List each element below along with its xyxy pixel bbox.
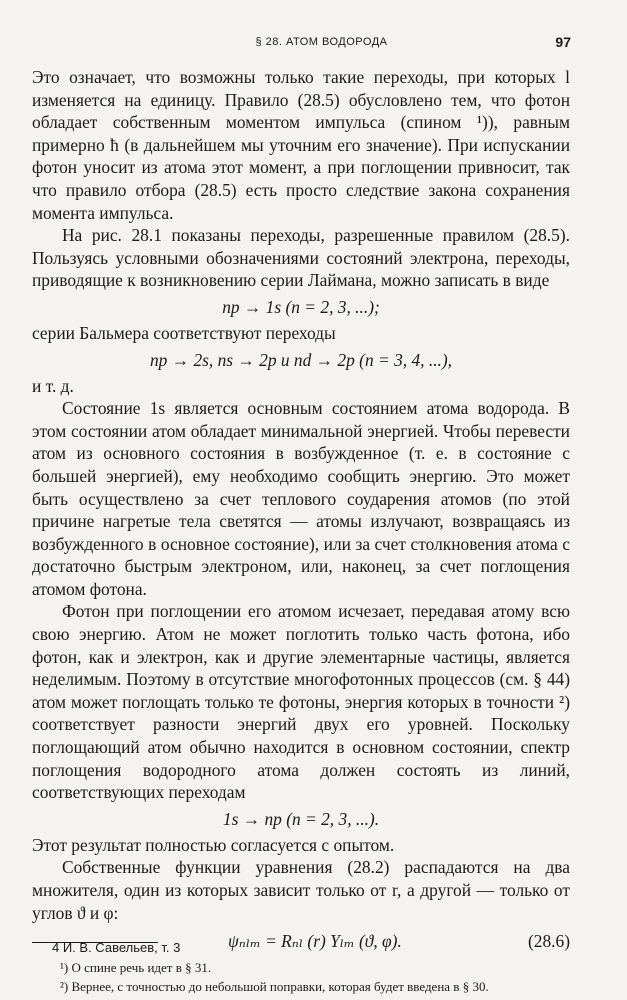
equation-28-6: ψₙₗₘ = Rₙₗ (r) Yₗₘ (ϑ, φ). (228, 931, 402, 952)
formula-lyman: np → 1s (n = 2, 3, ...); (222, 296, 380, 317)
page-number: 97 (555, 34, 571, 50)
paragraph-4: Состояние 1s является основным состоянием атома водорода. В этом состоянии атом обладает минимальной энергией. Чтобы перевести атом из основного состояния в возбужденное (т. е. в состояние с большей энергией), ему необходимо сообщить энергию. Это может быть осуществлено за счет теплового соударения атомов (по этой причине нагретые тела светятся — атомы излучают, возвращаясь из возбужденного в основное состояние), или за счет столкновения атома с достаточно быстрым электроном, или, наконец, за счет поглощения атомом фотона. (32, 398, 570, 599)
formula-absorption: 1s → np (n = 2, 3, ...). (222, 808, 380, 829)
footnotes (32, 958, 570, 996)
paragraph-1: Это означает, что возможны только такие переходы, при которых l изменяется на единицу. Правило (28.5) обусловлено тем, что фотон обладает собственным моментом импульса (спином ¹)), равным примерно ħ (в дальнейшем мы уточним его значение). При испускании фотон уносит из атома этот момент, а при поглощении привносит, так что правило отбора (28.5) есть просто следствие закона сохранения момента импульса. (32, 67, 570, 223)
paragraph-5: Фотон при поглощении его атомом исчезает, передавая атому всю свою энергию. Атом не может поглотить только часть фотона, ибо фотон, как и электрон, как и другие элементарные частицы, является неделимым. Поэтому в отсутствие многофотонных процессов (см. § 44) атом может поглощать только те фотоны, энергия которых в точности ²) соответствует разности энергий двух его уровней. Поскольку поглощающий атом обычно находится в основном состоянии, спектр поглощения водородного атома должен состоять из линий, соответствующих переходам (32, 601, 570, 803)
paragraph-3-end: и т. д. (32, 375, 74, 396)
paragraph-3: серии Бальмера соответствуют переходы (32, 322, 336, 343)
printer-signature: 4 И. В. Савельев, т. 3 (52, 940, 181, 955)
paragraph-6: Этот результат полностью согласуется с опытом. (32, 834, 395, 855)
footnote-1: ¹) О спине речь идет в § 31. (60, 960, 212, 976)
equation-number: (28.6) (527, 931, 570, 952)
section-title: § 28. АТОМ ВОДОРОДА (255, 36, 388, 48)
main-text (32, 66, 570, 996)
paragraph-2: На рис. 28.1 показаны переходы, разрешенные правилом (28.5). Пользуясь условными обозначениями состояний электрона, переходы, приводящие к возникновению серии Лаймана, можно записать в виде (32, 225, 570, 291)
paragraph-7: Собственные функции уравнения (28.2) распадаются на два множителя, один из которых зависит только от r, а другой — только от углов ϑ и φ: (32, 857, 570, 923)
running-header (32, 32, 571, 52)
formula-balmer: np → 2s, ns → 2p и nd → 2p (n = 3, 4, ...), (149, 349, 453, 370)
footnote-2: ²) Вернее, с точностью до небольшой поправки, которая будет введена в § 30. (60, 979, 489, 995)
